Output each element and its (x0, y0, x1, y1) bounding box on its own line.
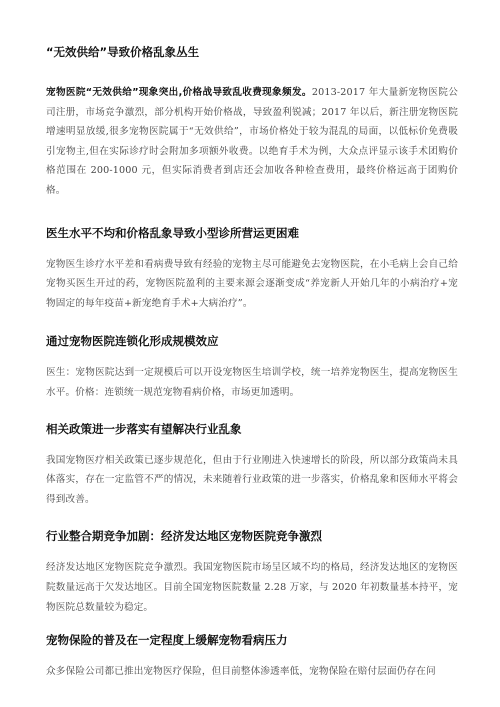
section-paragraph: 宠物医生诊疗水平差和看病费导致有经验的宠物主尽可能避免去宠物医院，在小毛病上会自己给宠物买医生开过的药，宠物医院盈利的主要来源会逐渐变成“养宠新人开始几年的小病治疗+宠物固定的每年疫苗+新宠绝育手术+大病治疗”。 (46, 258, 458, 309)
section-heading: 宠物保险的普及在一定程度上缓解宠物看病压力 (46, 633, 288, 648)
section-pet-insurance (46, 632, 458, 682)
section-invalid-supply (46, 83, 458, 201)
paragraph-lead: 宠物医院“无效供给”现象突出,价格战导致乱收费现象频发。 (46, 87, 312, 98)
section-paragraph: 医生：宠物医院达到一定规模后可以开设宠物医生培训学校，统一培养宠物医生，提高宠物医生水平。价格：连锁统一规范宠物看病价格，市场更加透明。 (46, 367, 458, 398)
section-doctor-level (46, 225, 458, 314)
section-paragraph: 众多保险公司都已推出宠物医疗保险，但目前整体渗透率低，宠物保险在赔付层面仍存在问 (46, 666, 436, 678)
section-heading: 相关政策进一步落实有望解决行业乱象 (46, 421, 242, 436)
section-competition (46, 528, 458, 617)
section-paragraph: 我国宠物医疗相关政策已逐步规范化，但由于行业刚进入快速增长的阶段，所以部分政策尚未具体落实，存在一定监管不严的情况，未来随着行业政策的进一步落实，价格乱象和医师水平将会得到改善。 (46, 454, 458, 505)
section-heading: 通过宠物医院连锁化形成规模效应 (46, 334, 219, 349)
section-chain-scale (46, 333, 458, 402)
section-policy (46, 421, 458, 510)
document-title: “无效供给”导致价格乱象丛生 (46, 45, 200, 59)
section-paragraph: 经济发达地区宠物医院竞争激烈。我国宠物医院市场呈区域不均的格局，经济发达地区的宠物医院数量远高于欠发达地区。目前全国宠物医院数量 2.28 万家，与 2020 年初数量基本持平，宠物医院总数量较为稳定。 (46, 562, 458, 613)
section-paragraph (46, 83, 458, 201)
section-heading: 行业整合期竞争加剧：经济发达地区宠物医院竞争激烈 (46, 529, 322, 544)
paragraph-body: 2013-2017 年大量新宠物医院公司注册，市场竞争激烈，部分机构开始价格战，导致盈利锐减；2017 年以后，新注册宠物医院增速明显放缓,很多宠物医院属于“无效供给”，市场价格处于较为混乱的局面，以低标价免费吸引宠物主,但在实际诊疗时会附加多项额外收费。以绝育手术为例，大众点评显示该手术团购价格范围在 200-1000 元，但实际消费者到店还会加收各种检查费用，最终价格远高于团购价格。 (46, 87, 458, 196)
section-heading: 医生水平不均和价格乱象导致小型诊所营运更困难 (46, 225, 299, 240)
